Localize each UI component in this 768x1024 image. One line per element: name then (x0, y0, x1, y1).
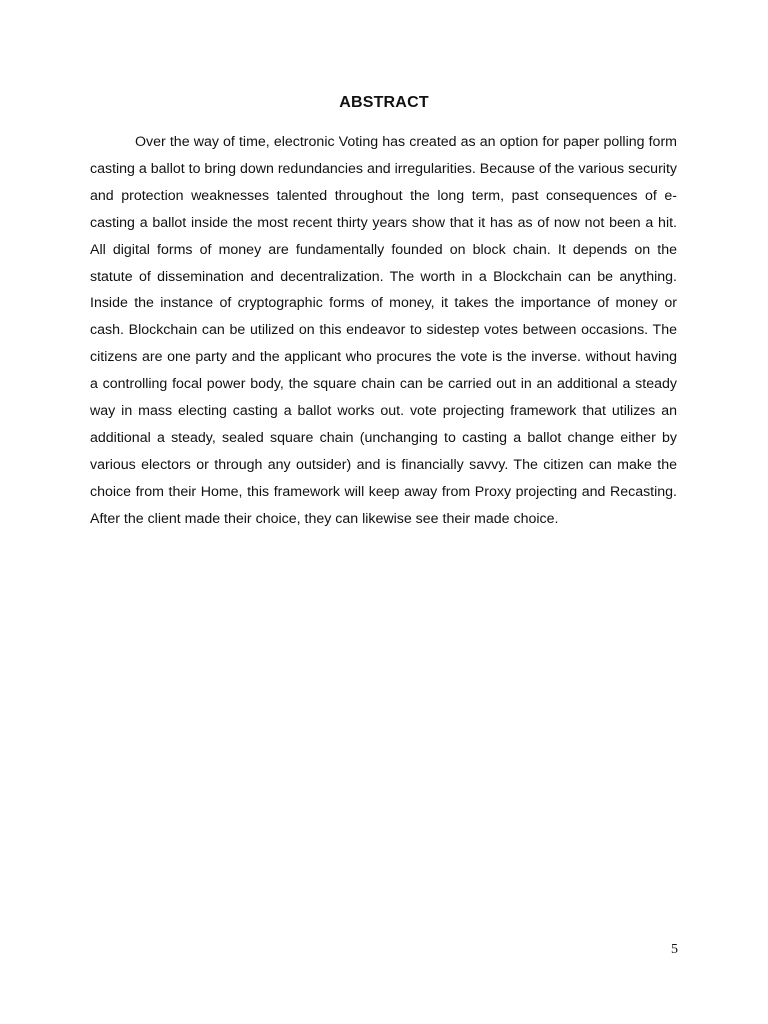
abstract-paragraph: Over the way of time, electronic Voting has created as an option for paper polling form casting a ballot to bring down redundancies and irregularities. Because of the various security and protection weaknesses talented throughout the long term, past consequences of e-casting a ballot inside the most recent thirty years show that it has as of now not been a hit. All digital forms of money are fundamentally founded on block chain. It depends on the statute of dissemination and decentralization. The worth in a Blockchain can be anything. Inside the instance of cryptographic forms of money, it takes the importance of money or cash. Blockchain can be utilized on this endeavor to sidestep votes between occasions. The citizens are one party and the applicant who procures the vote is the inverse. without having a controlling focal power body, the square chain can be carried out in an additional a steady way in mass electing casting a ballot works out. vote projecting framework that utilizes an additional a steady, sealed square chain (unchanging to casting a ballot change either by various electors or through any outsider) and is financially savvy. The citizen can make the choice from their Home, this framework will keep away from Proxy projecting and Recasting. After the client made their choice, they can likewise see their made choice. (90, 134, 677, 527)
abstract-heading: ABSTRACT (339, 94, 429, 111)
page-number: 5 (671, 942, 678, 957)
